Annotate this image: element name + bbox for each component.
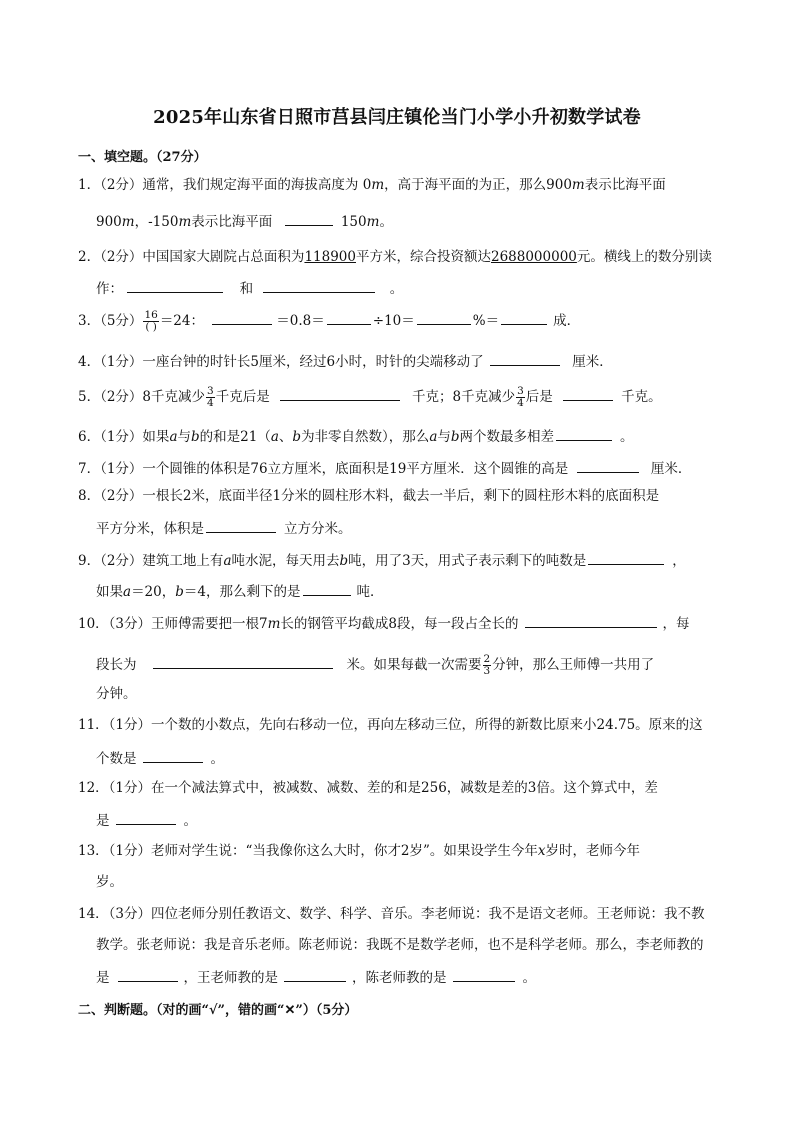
question-3: 3．（5分） $\frac{16}{( )}$ ＝24： ＝0.8＝ ÷10＝ %＝ 成． [78,309,581,333]
answer-blank[interactable] [118,967,178,982]
question-14-line-1: 14．（3分）四位老师分别任教语文、数学、科学、音乐。李老师说：我不是语文老师。王老师说：我不教 [78,906,705,922]
question-8-line-2: 平方分米，体积是 立方分米。 [96,518,352,538]
question-11-line-2: 个数是 。 [96,748,224,768]
answer-blank[interactable] [556,426,612,441]
answer-blank[interactable] [501,310,547,325]
answer-blank[interactable] [417,310,471,325]
answer-blank[interactable] [563,386,613,401]
answer-blank[interactable] [490,351,560,366]
question-1-line-2: 900m，-150m表示比海平面 150m。 [96,211,393,231]
question-14-line-3: 是 ，王老师教的是 ，陈老师教的是 。 [96,967,536,987]
answer-blank[interactable] [153,654,333,669]
question-14-line-2: 教学。张老师说：我是音乐老师。陈老师说：我既不是数学老师，也不是科学老师。那么，李老师教的 [96,937,704,953]
section-true-false-heading: 二、判断题。（对的画“√”，错的画“✕”）（5分） [78,1003,358,1018]
question-10-line-3: 分钟。 [96,686,137,702]
question-4: 4．（1分）一座台钟的时针长5厘米，经过6小时，时针的尖端移动了 厘米． [78,351,613,371]
answer-blank[interactable] [577,458,639,473]
answer-blank[interactable] [284,967,346,982]
question-2-line-2: 作： 和 。 [96,278,403,298]
answer-blank[interactable] [588,550,664,565]
answer-blank[interactable] [285,211,333,226]
fraction: $\frac{3}{4}$ [207,385,214,409]
answer-blank[interactable] [212,310,272,325]
question-10-line-1: 10．（3分）王师傅需要把一根7m长的钢管平均截成8段，每一段占全长的 ，每 [78,613,690,633]
answer-blank[interactable] [303,581,351,596]
question-5: 5．（2分）8千克减少 $\frac{3}{4}$ 千克后是 千克；8千克减少 $\frac{3}{4}$ 后是 千克。 [78,385,662,409]
question-9-line-1: 9．（2分）建筑工地上有a吨水泥，每天用去b吨，用了3天，用式子表示剩下的吨数是 ， [78,550,686,570]
question-9-line-2: 如果a＝20，b＝4，那么剩下的是 吨． [96,581,384,601]
answer-blank[interactable] [453,967,515,982]
question-10-line-2: 段长为 米。如果每截一次需要 $\frac{2}{3}$ 分钟，那么王师傅一共用了 [96,653,655,677]
question-12-line-1: 12．（1分）在一个减法算式中，被减数、减数、差的和是256，减数是差的3倍。这个算式中，差 [78,780,658,796]
fraction: $\frac{3}{4}$ [517,385,524,409]
answer-blank[interactable] [327,310,371,325]
exam-title: 2025年山东省日照市莒县闫庄镇伦当门小学小升初数学试卷 [153,107,641,128]
question-13-line-2: 岁。 [96,874,123,890]
answer-blank[interactable] [116,810,176,825]
answer-blank[interactable] [127,278,223,293]
question-8-line-1: 8．（2分）一根长2米，底面半径1分米的圆柱形木料，截去一半后，剩下的圆柱形木料的底面积是 [78,488,660,504]
answer-blank[interactable] [280,386,400,401]
answer-blank[interactable] [143,748,203,763]
question-11-line-1: 11．（1分）一个数的小数点，先向右移动一位，再向左移动三位，所得的新数比原来小24.75。原来的这 [78,717,703,733]
question-7: 7．（1分）一个圆锥的体积是76立方厘米，底面积是19平方厘米．这个圆锥的高是 厘米． [78,458,691,478]
question-2-line-1: 2．（2分）中国国家大剧院占总面积为118900平方米，综合投资额达2688000000元。横线上的数分别读 [78,249,712,265]
question-12-line-2: 是 。 [96,810,197,830]
fraction: $\frac{2}{3}$ [483,653,491,677]
answer-blank[interactable] [525,613,657,628]
question-13-line-1: 13．（1分）老师对学生说：“当我像你这么大时，你才2岁”。如果设学生今年x岁时，老师今年 [78,843,641,859]
fraction: $\frac{16}{( )}$ [144,309,158,333]
answer-blank[interactable] [263,278,375,293]
question-1-line-1: 1．（2分）通常，我们规定海平面的海拔高度为 0m，高于海平面的为正，那么900m表示比海平面 [78,177,666,193]
question-6: 6．（1分）如果a与b的和是21（a、b为非零自然数），那么a与b两个数最多相差 。 [78,426,634,446]
answer-blank[interactable] [206,518,276,533]
section-fill-in-heading: 一、填空题。（27分） [78,150,207,165]
